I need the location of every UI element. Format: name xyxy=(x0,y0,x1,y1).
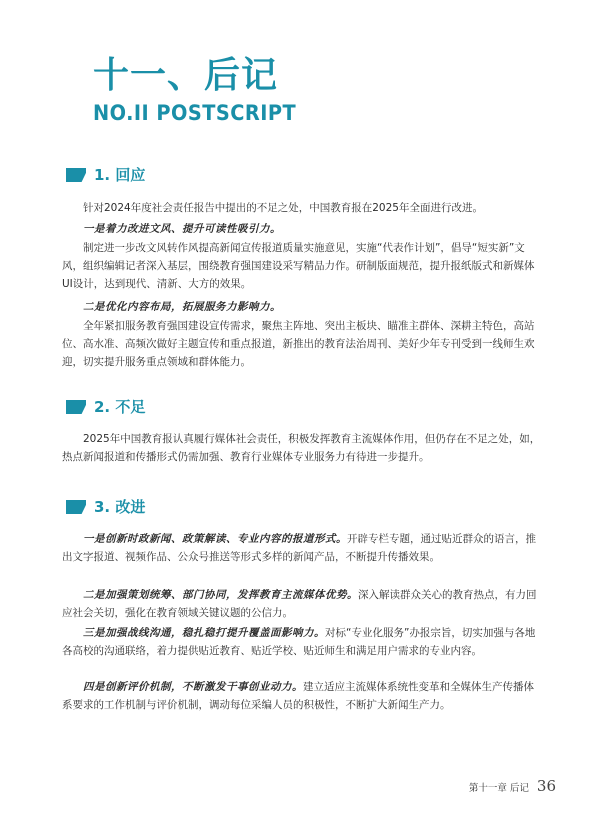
item-lead xyxy=(62,220,542,238)
section-heading-label: 2. 不足 xyxy=(94,398,146,416)
item-lead-text: 一是着力改进文风、提升可读性吸引力。 xyxy=(83,223,281,235)
page-number: 36 xyxy=(536,777,556,795)
section-heading-shortcomings xyxy=(66,397,145,417)
item-body-text: 开辟专栏专题，通过贴近群众的语言，推出文字报道、视频作品、公众号推送等形式多样的新闻产品，不断提升传播效果。 xyxy=(62,533,536,563)
section-heading-label: 1. 回应 xyxy=(94,166,146,184)
item-body-text: 建立适应主流媒体系统性变革和全媒体生产传播体系要求的工作机制与评价机制，调动每位采编人员的积极性，不断扩大新闻生产力。 xyxy=(62,681,534,711)
improvement-item xyxy=(62,624,542,660)
item-lead-text: 一是创新时政新闻、政策解读、专业内容的报道形式。 xyxy=(83,533,347,545)
page-subtitle: NO.II POSTSCRIPT xyxy=(93,101,297,125)
footer-chapter-label: 第十一章 后记 xyxy=(468,783,529,794)
section-heading-label: 3. 改进 xyxy=(94,498,146,516)
improvement-item xyxy=(62,586,542,622)
section-intro: 针对2024年度社会责任报告中提出的不足之处，中国教育报在2025年全面进行改进。 xyxy=(83,202,483,214)
item-lead-text: 三是加强战线沟通，稳扎稳打提升覆盖面影响力。 xyxy=(83,627,325,639)
improvement-item xyxy=(62,530,542,566)
item-lead xyxy=(62,298,542,316)
section-heading-improvements xyxy=(66,497,145,517)
page-footer xyxy=(469,777,556,795)
section-marker-icon xyxy=(66,168,86,182)
item-body: 全年紧扣服务教育强国建设宣传需求，聚焦主阵地、突出主板块、瞄准主群体、深耕主特色，高站位、高水准、高频次做好主题宣传和重点报道，新推出的教育法治周刊、美好少年专刊受到一线师生欢迎，切实提升服务重点领域和群体能力。 xyxy=(62,320,535,368)
item-body: 制定进一步改文风转作风提高新闻宣传报道质量实施意见，实施“代表作计划”，倡导“短实新”文风，组织编辑记者深入基层，围绕教育强国建设采写精品力作。研制版面规范，提升报纸版式和新媒体UI设计，达到现代、清新、大方的效果。 xyxy=(62,242,535,290)
section-marker-icon xyxy=(66,400,86,414)
page-title: 十一、后记 xyxy=(93,55,279,96)
item-lead-text: 二是优化内容布局，拓展服务力影响力。 xyxy=(83,301,281,313)
item-lead-text: 四是创新评价机制，不断激发干事创业动力。 xyxy=(83,681,303,693)
item-body-text: 深入解读群众关心的教育热点，有力回应社会关切，强化在教育领域关键议题的公信力。 xyxy=(62,589,537,619)
improvement-item xyxy=(62,678,542,714)
section-heading-response xyxy=(66,165,145,185)
item-lead-text: 二是加强策划统筹、部门协同，发挥教育主流媒体优势。 xyxy=(83,589,358,601)
section-marker-icon xyxy=(66,500,86,514)
item-body-text: 对标“专业化服务”办报宗旨，切实加强与各地各高校的沟通联络，着力提供贴近教育、贴近学校、贴近师生和满足用户需求的专业内容。 xyxy=(62,627,536,657)
section-body: 2025年中国教育报认真履行媒体社会责任，积极发挥教育主流媒体作用，但仍存在不足之处，如，热点新闻报道和传播形式仍需加强、教育行业媒体专业服务力有待进一步提升。 xyxy=(62,433,541,463)
